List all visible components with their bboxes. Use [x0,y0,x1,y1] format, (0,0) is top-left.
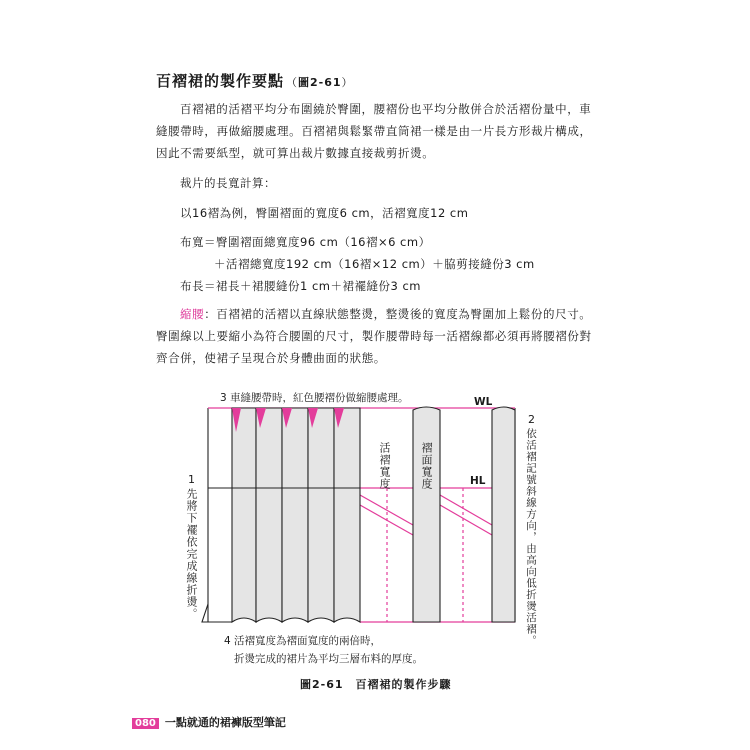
length-line: 布長＝裙長＋裙腰縫份1 cm＋裙襬縫份3 cm [180,279,421,293]
book-title: 一點就通的裙褲版型筆記 [164,716,286,729]
label-face-width: 褶面寬度 [420,442,433,490]
note-label: 縮腰 [180,307,205,321]
annotation-1-number: 1 [188,473,195,486]
annotation-2-number: 2 [528,413,535,426]
section-title: 百褶裙的製作要點 [156,72,285,90]
note-text: ：百褶裙的活褶以直線狀態整燙，整燙後的寬度為臀圍加上鬆份的尺寸。臀圍線以上要縮小為符合腰圍的尺寸，製作腰帶時每一活褶線都必須再將腰褶份對齊合併，使裙子呈現合於身體曲面的狀態。 [156,307,592,365]
intro-paragraph: 百褶裙的活褶平均分布圍繞於臀圍，腰褶份也平均分散併合於活褶份量中，車縫腰帶時，再做縮腰處理。百褶裙與鬆緊帶直筒裙一樣是由一片長方形裁片構成，因此不需要紙型，就可算出裁片數據直接裁剪折燙。 [156,102,592,160]
label-wl: WL [474,396,493,408]
annotation-3: 3 車縫腰帶時，紅色腰褶份做縮腰處理。 [220,392,409,404]
width-line-1: 布寬＝臀圍褶面總寬度96 cm（16褶×6 cm） [180,235,431,249]
calc-heading: 裁片的長寬計算： [180,176,276,190]
width-line-2: ＋活褶總寬度192 cm（16褶×12 cm）＋脇剪接縫份3 cm [214,257,535,271]
figure-caption: 圖2-61 百褶裙的製作步驟 [300,678,452,691]
folded-pleats [232,407,515,622]
annotation-4-line1: 4 活褶寬度為褶面寬度的兩倍時， [224,635,382,647]
annotation-4-line2: 折燙完成的裙片為平均三層布料的厚度。 [234,653,423,665]
page-footer [132,714,286,730]
annotation-2-text: 依活褶記號斜線方向，由高向低折燙活褶。 [525,428,537,647]
annotation-1-text: 先將下襬依完成線折燙。 [185,488,198,620]
figure-reference: （圖2-61） [286,76,354,89]
example-line: 以16褶為例，臀圍褶面的寬度6 cm，活褶寬度12 cm [180,206,469,220]
label-hl: HL [470,475,486,487]
label-pleat-width: 活褶寬度 [378,442,391,490]
page-number: 080 [132,718,159,729]
